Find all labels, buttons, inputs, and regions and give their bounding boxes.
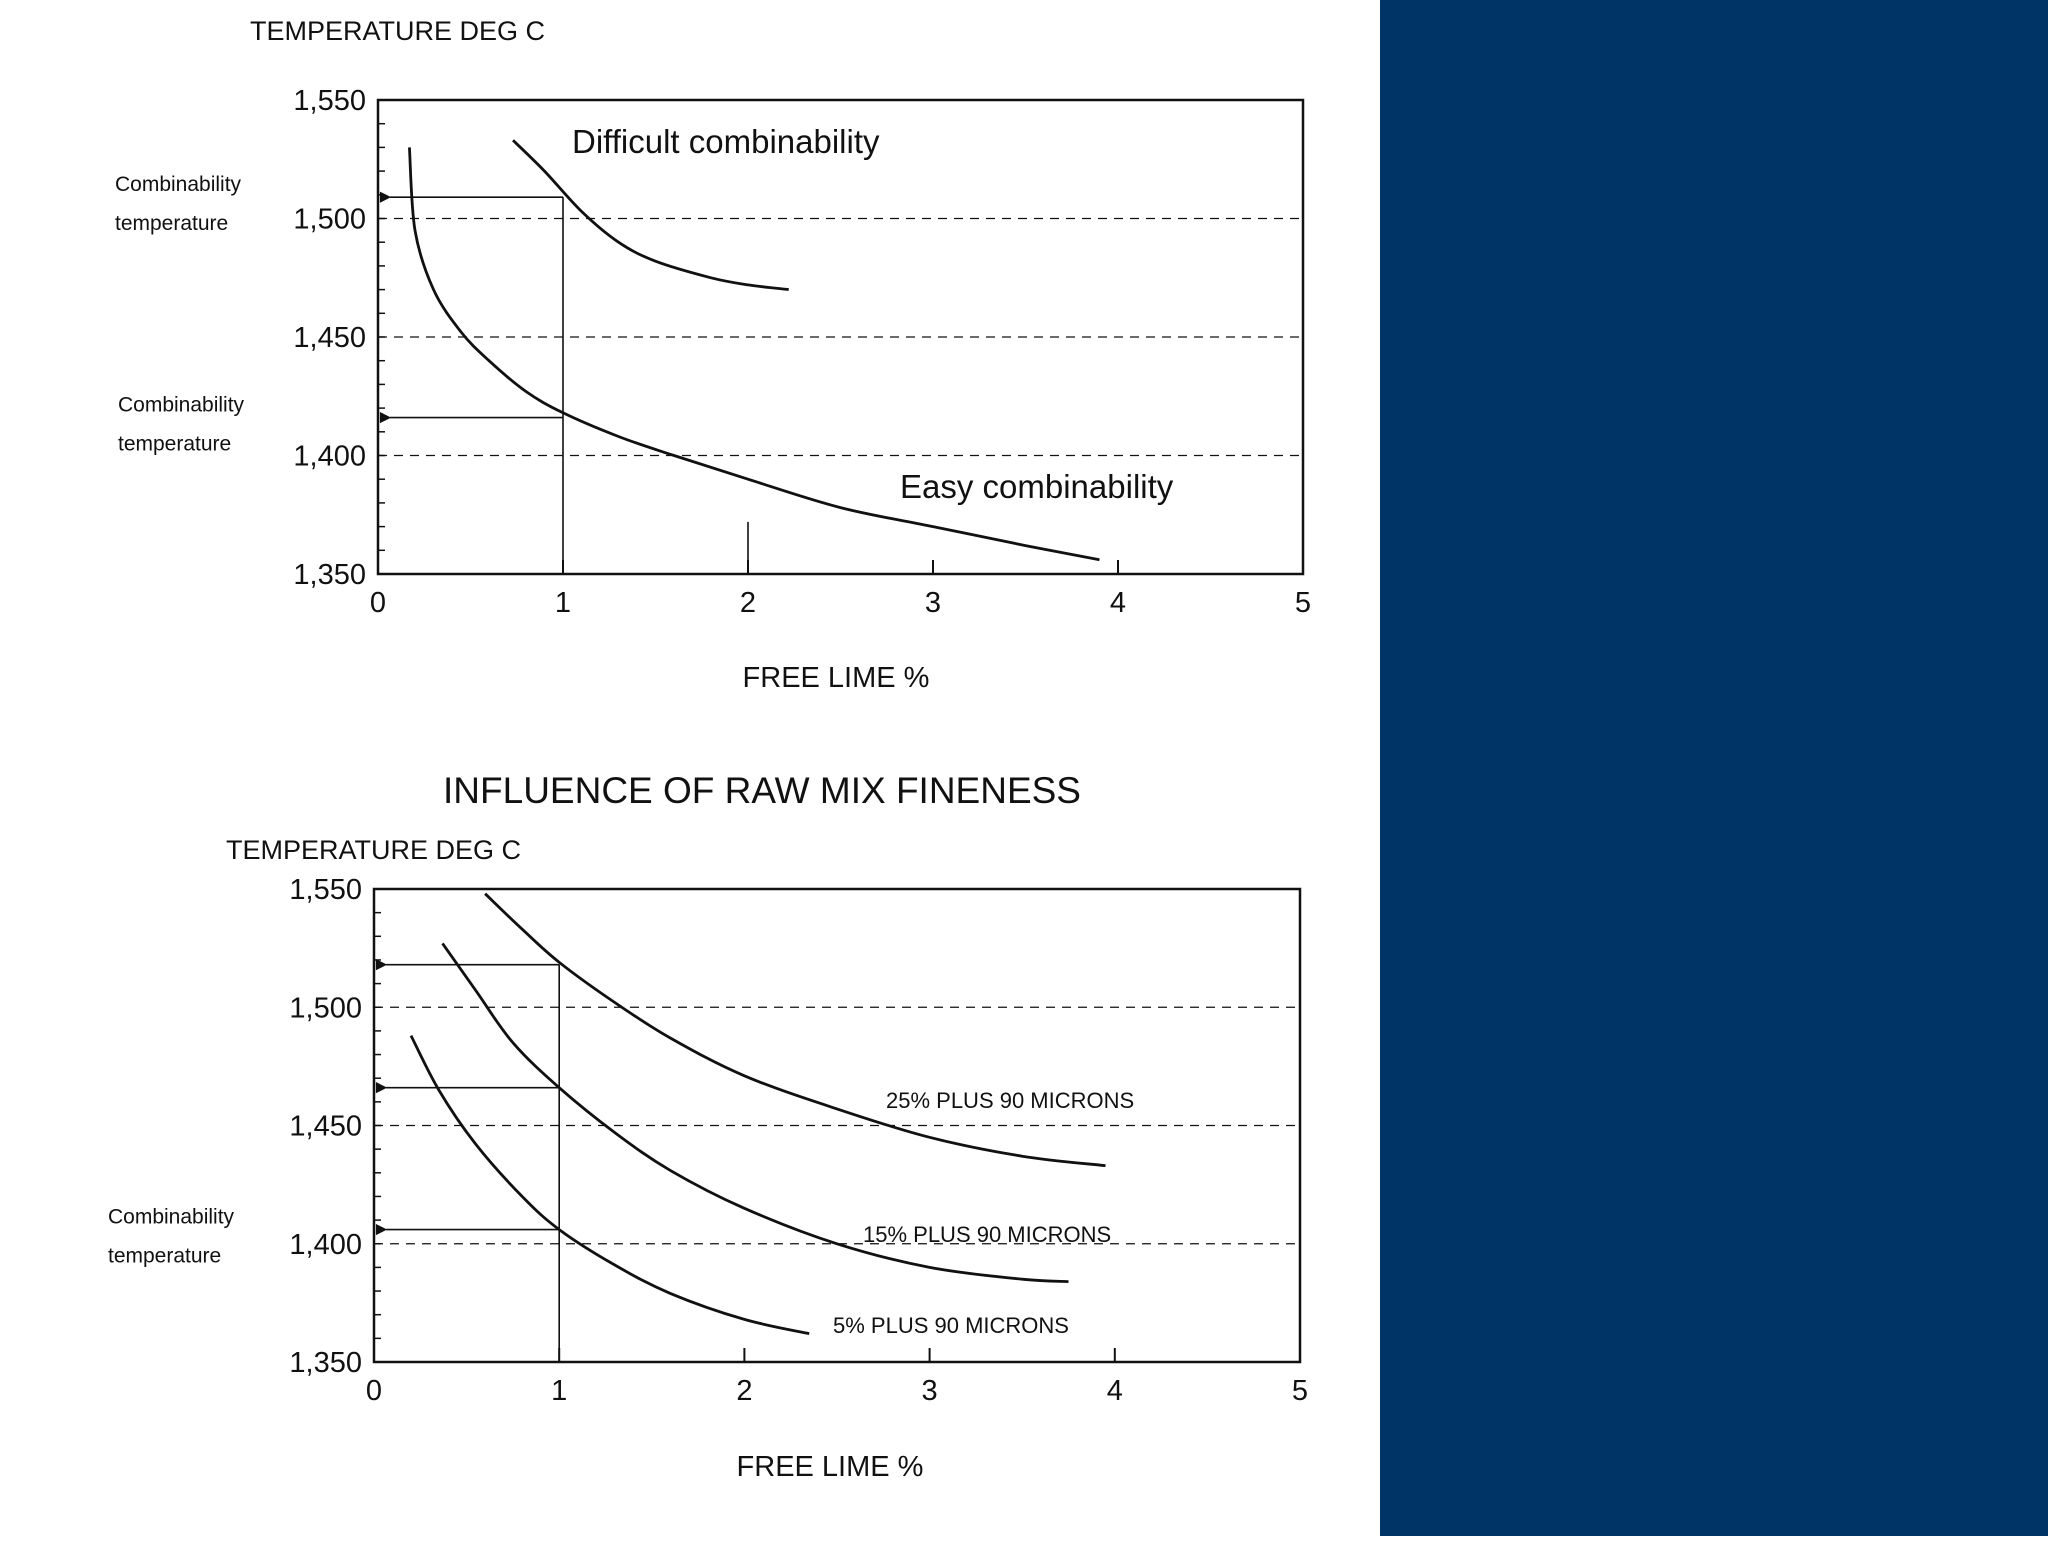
chart1-y-tick-label: 1,550: [293, 85, 366, 117]
chart2-y-tick-label: 1,450: [289, 1110, 362, 1143]
chart2-x-tick-label: 1: [551, 1375, 568, 1407]
chart1-series-label-1: Difficult combinability: [572, 123, 880, 160]
chart2-y-tick-label: 1,350: [289, 1347, 362, 1379]
chart2-x-tick-label: 5: [1291, 1375, 1309, 1407]
chart2-series-line-3: [411, 1036, 809, 1334]
chart2-x-tick-label: 3: [921, 1375, 938, 1407]
chart2-annotation-line1: Combinability: [108, 1205, 235, 1229]
chart1-y-tick-label: 1,500: [293, 203, 366, 236]
chart1-y-tick-label: 1,450: [293, 322, 366, 354]
chart1-x-tick-label: 2: [739, 587, 757, 619]
chart2-title: INFLUENCE OF RAW MIX FINENESS: [443, 770, 1081, 811]
chart1-x-tick-label: 1: [554, 587, 572, 619]
chart2-series-label-2: 15% PLUS 90 MICRONS: [863, 1222, 1112, 1247]
chart2-y-tick-label: 1,500: [289, 992, 362, 1025]
chart2-y-axis-label: TEMPERATURE DEG C: [226, 835, 522, 865]
chart1-annotation-line2: temperature: [118, 432, 232, 456]
chart1-y-tick-label: 1,350: [293, 559, 366, 591]
side-panel: [1380, 0, 2048, 1536]
chart1-annotation-line1: Combinability: [115, 173, 242, 197]
chart1-x-tick-label: 0: [369, 587, 387, 619]
chart1-x-tick-label: 3: [924, 587, 942, 619]
chart1-x-tick-label: 4: [1109, 587, 1127, 619]
chart2-series-label-1: 25% PLUS 90 MICRONS: [886, 1088, 1135, 1113]
chart2-x-axis-label: FREE LIME %: [736, 1451, 924, 1483]
chart2-x-tick-label: 2: [736, 1375, 753, 1407]
chart1-x-tick-label: 5: [1294, 587, 1312, 619]
chart1-series-line-1: [513, 140, 789, 289]
chart2-series-label-3: 5% PLUS 90 MICRONS: [833, 1313, 1069, 1338]
chart1-annotation-line2: temperature: [115, 212, 229, 236]
chart1-x-axis-label: FREE LIME %: [742, 662, 930, 694]
chart1-series-label-2: Easy combinability: [900, 468, 1174, 505]
chart2-y-tick-label: 1,400: [289, 1228, 362, 1261]
chart2-x-tick-label: 4: [1106, 1375, 1123, 1407]
chart1-y-tick-label: 1,400: [293, 440, 366, 473]
chart1-y-axis-label: TEMPERATURE DEG C: [250, 16, 546, 46]
chart1-annotation-line1: Combinability: [118, 393, 245, 417]
chart2-y-tick-label: 1,550: [289, 874, 362, 906]
chart2-annotation-line2: temperature: [108, 1244, 222, 1268]
chart2-x-tick-label: 0: [365, 1375, 383, 1407]
